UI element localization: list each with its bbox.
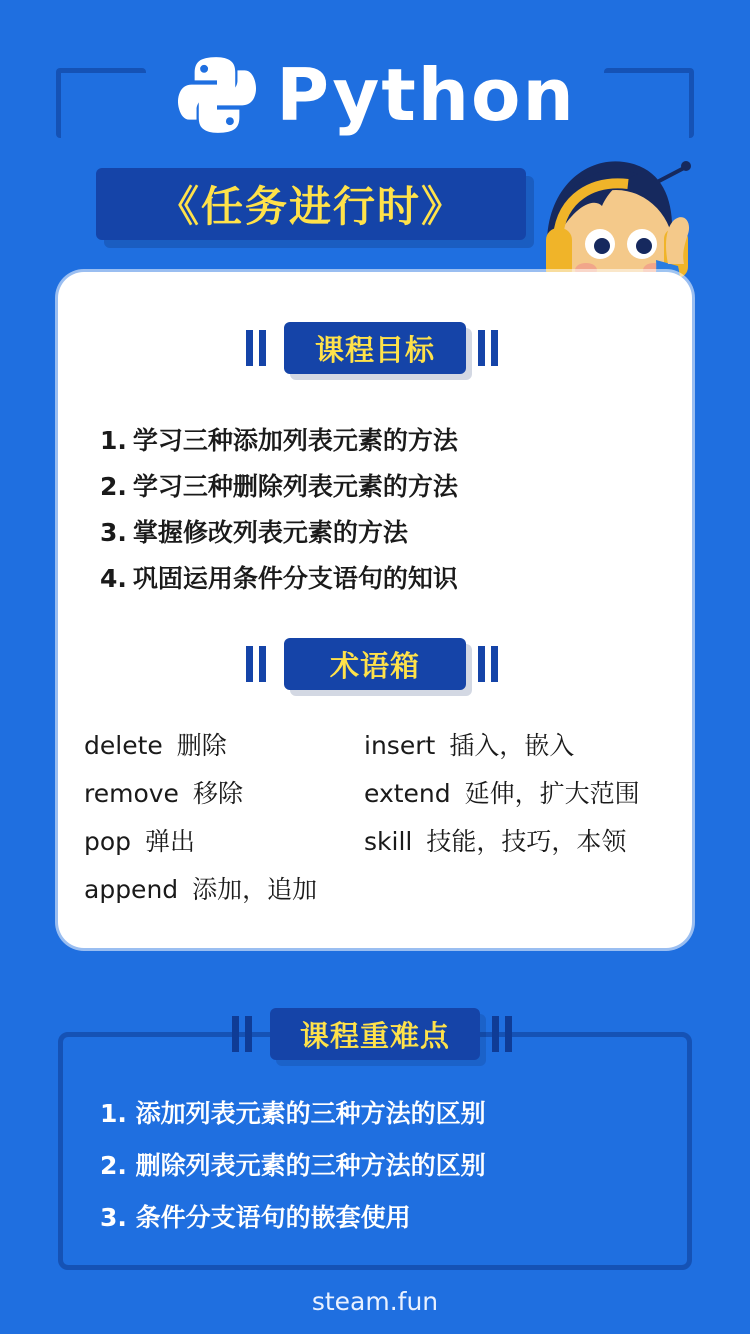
header bbox=[0, 52, 750, 138]
term-entry bbox=[84, 774, 364, 810]
list-item-number: 3. bbox=[100, 1203, 127, 1232]
list-item-number: 4. bbox=[100, 564, 127, 593]
list-item-text: 删除列表元素的三种方法的区别 bbox=[135, 1151, 486, 1180]
term-entry bbox=[364, 870, 684, 906]
term-entry bbox=[84, 822, 364, 858]
list-item-text: 学习三种删除列表元素的方法 bbox=[132, 472, 458, 501]
list-item bbox=[100, 1088, 660, 1140]
term-english: delete bbox=[84, 731, 163, 760]
term-chinese: 添加，追加 bbox=[192, 875, 318, 904]
term-english: append bbox=[84, 875, 179, 904]
term-chinese: 插入，嵌入 bbox=[449, 731, 575, 760]
list-item-text: 条件分支语句的嵌套使用 bbox=[135, 1203, 411, 1232]
terms-grid bbox=[84, 726, 684, 906]
term-chinese: 移除 bbox=[192, 779, 243, 808]
term-chinese: 弹出 bbox=[145, 827, 196, 856]
term-english: pop bbox=[84, 827, 132, 856]
brand-title: Python bbox=[276, 53, 576, 137]
page-title-text: 《任务进行时》 bbox=[156, 182, 465, 231]
list-item bbox=[100, 464, 640, 510]
term-entry bbox=[84, 726, 364, 762]
section-tag-goals bbox=[0, 322, 750, 374]
list-item-number: 1. bbox=[100, 1099, 127, 1128]
list-item-number: 2. bbox=[100, 472, 127, 501]
term-english: extend bbox=[364, 779, 451, 808]
section-tag-terms-label: 术语箱 bbox=[329, 648, 420, 683]
term-entry bbox=[364, 822, 684, 858]
footer-url: steam.fun bbox=[311, 1287, 439, 1316]
term-entry bbox=[84, 870, 364, 906]
list-item bbox=[100, 418, 640, 464]
python-logo-icon bbox=[174, 52, 260, 138]
list-item-number: 3. bbox=[100, 518, 127, 547]
list-item bbox=[100, 556, 640, 602]
hard-points-list bbox=[100, 1088, 660, 1244]
section-tag-goals-label: 课程目标 bbox=[314, 332, 435, 367]
list-item-text: 掌握修改列表元素的方法 bbox=[132, 518, 408, 547]
term-chinese: 延伸，扩大范围 bbox=[464, 779, 640, 808]
section-tag-hard-points-label: 课程重难点 bbox=[299, 1018, 450, 1053]
list-item-text: 学习三种添加列表元素的方法 bbox=[132, 426, 458, 455]
term-english: remove bbox=[84, 779, 179, 808]
section-tag-hard-points bbox=[0, 1008, 750, 1060]
list-item-text: 添加列表元素的三种方法的区别 bbox=[135, 1099, 486, 1128]
list-item-number: 1. bbox=[100, 426, 127, 455]
goals-list bbox=[100, 418, 640, 602]
term-english: skill bbox=[364, 827, 413, 856]
list-item bbox=[100, 1140, 660, 1192]
term-english: insert bbox=[364, 731, 436, 760]
section-tag-terms bbox=[0, 638, 750, 690]
list-item bbox=[100, 510, 640, 556]
term-chinese: 删除 bbox=[176, 731, 227, 760]
term-entry bbox=[364, 774, 684, 810]
list-item-number: 2. bbox=[100, 1151, 127, 1180]
list-item-text: 巩固运用条件分支语句的知识 bbox=[132, 564, 458, 593]
list-item bbox=[100, 1192, 660, 1244]
term-chinese: 技能，技巧，本领 bbox=[426, 827, 627, 856]
page-title bbox=[96, 168, 526, 240]
term-entry bbox=[364, 726, 684, 762]
